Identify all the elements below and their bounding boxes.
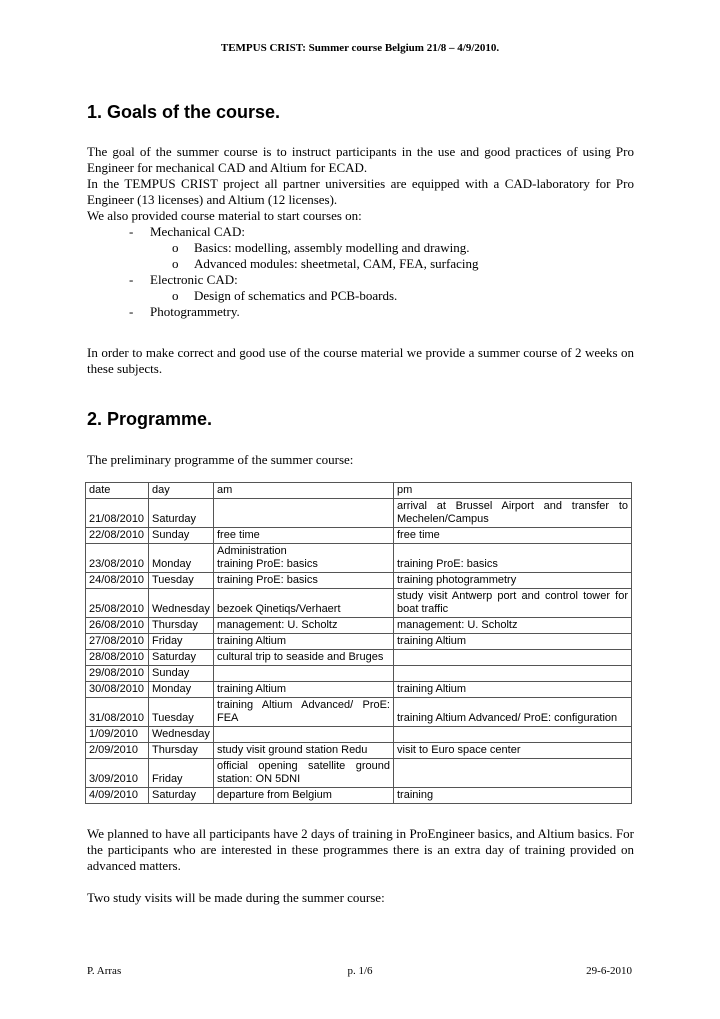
cell-date: 1/09/2010 [86, 727, 149, 743]
cell-am: Administration training ProE: basics [214, 544, 394, 573]
cell-date: 23/08/2010 [86, 544, 149, 573]
list-item [87, 288, 634, 304]
course-material-list [87, 224, 634, 320]
dash-bullet: - [129, 272, 134, 287]
dash-bullet: - [129, 304, 134, 319]
cell-am: bezoek Qinetiqs/Verhaert [214, 589, 394, 618]
cell-am: training ProE: basics [214, 573, 394, 589]
paragraph-programme-intro: The preliminary programme of the summer course: [87, 452, 354, 467]
cell-am: management: U. Scholtz [214, 618, 394, 634]
cell-pm [394, 759, 632, 788]
cell-am: cultural trip to seaside and Bruges [214, 650, 394, 666]
table-row [86, 759, 632, 788]
table-row [86, 666, 632, 682]
cell-day: Wednesday [149, 589, 214, 618]
cell-pm: free time [394, 528, 632, 544]
cell-day: Monday [149, 544, 214, 573]
column-header-day: day [149, 483, 214, 499]
cell-date: 31/08/2010 [86, 698, 149, 727]
paragraph-training-plan: We planned to have all participants have 2 days of training in ProEngineer basics, and Altium basics. For the participants who are interested in these programmes there is an extra day of training provided on advanced matters. [87, 826, 634, 873]
cell-date: 30/08/2010 [86, 682, 149, 698]
list-item-text: Mechanical CAD: [150, 224, 245, 239]
cell-date: 4/09/2010 [86, 788, 149, 804]
page-header: TEMPUS CRIST: Summer course Belgium 21/8 – 4/9/2010. [220, 42, 500, 54]
paragraph-goal: The goal of the summer course is to instruct participants in the use and good practices of using Pro Engineer for mechanical CAD and Altium for ECAD. [87, 144, 634, 175]
cell-pm: training ProE: basics [394, 544, 632, 573]
cell-pm [394, 650, 632, 666]
list-item [87, 272, 634, 288]
circle-bullet: o [172, 240, 179, 255]
list-item [87, 256, 634, 272]
cell-day: Tuesday [149, 573, 214, 589]
table-row [86, 634, 632, 650]
cell-pm [394, 727, 632, 743]
cell-am: training Altium [214, 634, 394, 650]
cell-date: 27/08/2010 [86, 634, 149, 650]
footer-date: 29-6-2010 [586, 965, 632, 977]
table-row [86, 528, 632, 544]
table-row [86, 650, 632, 666]
table-row [86, 573, 632, 589]
cell-date: 3/09/2010 [86, 759, 149, 788]
cell-day: Tuesday [149, 698, 214, 727]
cell-pm: training Altium Advanced/ ProE: configuration [394, 698, 632, 727]
cell-date: 28/08/2010 [86, 650, 149, 666]
cell-pm: arrival at Brussel Airport and transfer to Mechelen/Campus [394, 499, 632, 528]
cell-pm: training [394, 788, 632, 804]
footer-author: P. Arras [87, 965, 122, 977]
table-header-row [86, 483, 632, 499]
table-row [86, 743, 632, 759]
paragraph-study-visits: Two study visits will be made during the summer course: [87, 890, 385, 905]
list-item [87, 304, 634, 320]
cell-am [214, 727, 394, 743]
cell-day: Sunday [149, 666, 214, 682]
column-header-am: am [214, 483, 394, 499]
section-heading-programme: 2. Programme. [87, 409, 213, 429]
cell-date: 2/09/2010 [86, 743, 149, 759]
table-row [86, 727, 632, 743]
paragraph-summer-course: In order to make correct and good use of the course material we provide a summer course of 2 weeks on these subjects. [87, 345, 634, 376]
table-row [86, 682, 632, 698]
list-item-text: Electronic CAD: [150, 272, 238, 287]
paragraph-material: We also provided course material to start courses on: [87, 208, 362, 223]
cell-date: 29/08/2010 [86, 666, 149, 682]
cell-date: 22/08/2010 [86, 528, 149, 544]
cell-am: official opening satellite ground station: ON 5DNI [214, 759, 394, 788]
cell-day: Thursday [149, 618, 214, 634]
column-header-pm: pm [394, 483, 632, 499]
list-item-text: Basics: modelling, assembly modelling and drawing. [194, 240, 470, 255]
cell-am: free time [214, 528, 394, 544]
cell-day: Friday [149, 634, 214, 650]
cell-am: training Altium [214, 682, 394, 698]
table-row [86, 788, 632, 804]
cell-am: departure from Belgium [214, 788, 394, 804]
cell-day: Saturday [149, 788, 214, 804]
cell-day: Thursday [149, 743, 214, 759]
cell-am [214, 666, 394, 682]
circle-bullet: o [172, 288, 179, 303]
cell-am: training Altium Advanced/ ProE: FEA [214, 698, 394, 727]
cell-day: Wednesday [149, 727, 214, 743]
cell-day: Friday [149, 759, 214, 788]
list-item [87, 224, 634, 240]
list-item-text: Design of schematics and PCB-boards. [194, 288, 398, 303]
cell-day: Saturday [149, 650, 214, 666]
cell-date: 21/08/2010 [86, 499, 149, 528]
section-heading-goals: 1. Goals of the course. [87, 102, 281, 122]
table-row [86, 499, 632, 528]
column-header-date: date [86, 483, 149, 499]
cell-pm: training Altium [394, 634, 632, 650]
cell-date: 26/08/2010 [86, 618, 149, 634]
cell-date: 24/08/2010 [86, 573, 149, 589]
programme-table [85, 482, 632, 804]
list-item [87, 240, 634, 256]
paragraph-lab: In the TEMPUS CRIST project all partner universities are equipped with a CAD-laboratory for Pro Engineer (13 licenses) and Altium (12 licenses). [87, 176, 634, 207]
dash-bullet: - [129, 224, 134, 239]
circle-bullet: o [172, 256, 179, 271]
cell-pm: management: U. Scholtz [394, 618, 632, 634]
list-item-text: Photogrammetry. [150, 304, 240, 319]
cell-pm: study visit Antwerp port and control tower for boat traffic [394, 589, 632, 618]
footer-page-number: p. 1/6 [347, 965, 373, 977]
table-row [86, 544, 632, 573]
cell-pm: training photogrammetry [394, 573, 632, 589]
cell-date: 25/08/2010 [86, 589, 149, 618]
cell-day: Monday [149, 682, 214, 698]
cell-day: Saturday [149, 499, 214, 528]
cell-am [214, 499, 394, 528]
cell-pm: visit to Euro space center [394, 743, 632, 759]
table-row [86, 698, 632, 727]
table-row [86, 589, 632, 618]
table-row [86, 618, 632, 634]
list-item-text: Advanced modules: sheetmetal, CAM, FEA, surfacing [194, 256, 479, 271]
cell-day: Sunday [149, 528, 214, 544]
cell-am: study visit ground station Redu [214, 743, 394, 759]
cell-pm: training Altium [394, 682, 632, 698]
cell-pm [394, 666, 632, 682]
